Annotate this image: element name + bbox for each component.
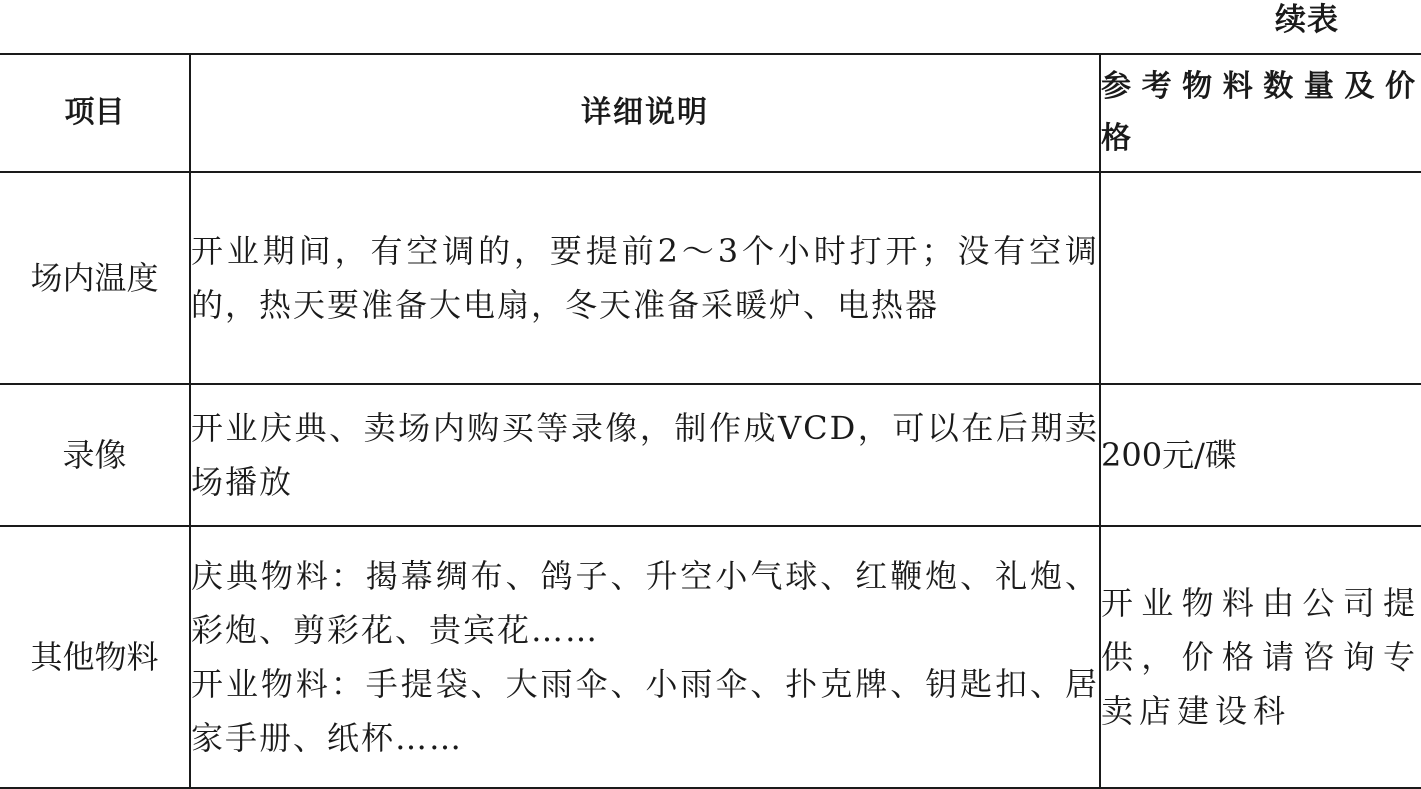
row-detail-temperature — [190, 172, 1100, 384]
row-detail-other-materials — [190, 526, 1100, 788]
row-item-temperature: 场内温度 — [0, 172, 190, 384]
table-row — [0, 384, 1421, 526]
table-row — [0, 526, 1421, 788]
materials-table — [0, 53, 1421, 789]
detail-line: 开业庆典、卖场内购买等录像，制作成VCD，可以在后期卖场播放 — [191, 409, 1099, 501]
table-row — [0, 172, 1421, 384]
header-item: 项目 — [0, 54, 190, 172]
row-reference-other-materials: 开业物料由公司提供，价格请咨询专卖店建设科 — [1100, 526, 1421, 788]
header-detail: 详细说明 — [190, 54, 1100, 172]
row-item-video: 录像 — [0, 384, 190, 526]
row-item-other-materials: 其他物料 — [0, 526, 190, 788]
header-reference: 参考物料数量及价格 — [1100, 54, 1421, 172]
row-detail-video — [190, 384, 1100, 526]
detail-line: 开业期间，有空调的，要提前2～3个小时打开；没有空调的，热天要准备大电扇，冬天准备采暖炉、电热器 — [191, 232, 1099, 324]
table-continued-caption: 续表 — [1275, 2, 1339, 38]
row-reference-temperature — [1100, 172, 1421, 384]
detail-line-celebration: 庆典物料：揭幕绸布、鸽子、升空小气球、红鞭炮、礼炮、彩炮、剪彩花、贵宾花…… — [191, 557, 1099, 649]
detail-line-opening: 开业物料：手提袋、大雨伞、小雨伞、扑克牌、钥匙扣、居家手册、纸杯…… — [191, 665, 1099, 757]
table-header-row — [0, 54, 1421, 172]
row-reference-video: 200元/碟 — [1100, 384, 1421, 526]
